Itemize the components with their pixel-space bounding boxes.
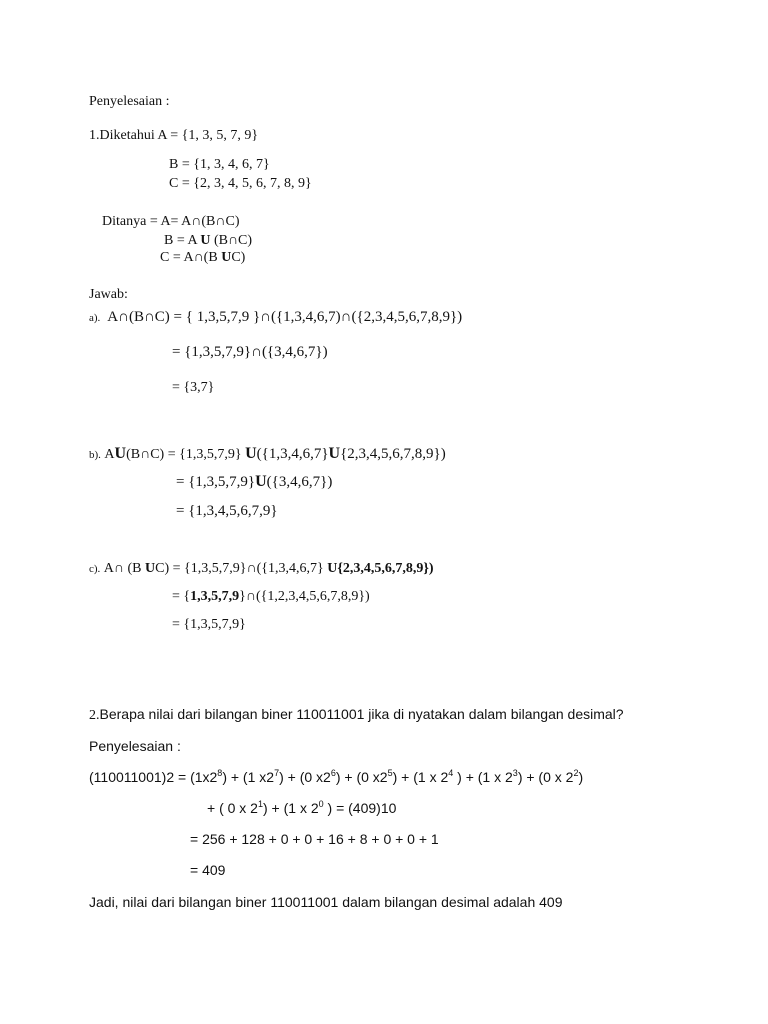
q2-sum-line: = 256 + 128 + 0 + 0 + 16 + 8 + 0 + 0 + 1 <box>190 831 439 847</box>
q2-heading: Penyelesaian : <box>89 738 181 754</box>
answer-c-line-3: = {1,3,5,7,9} <box>172 617 246 632</box>
diketahui-set-a: 1.Diketahui A = {1, 3, 5, 7, 9} <box>89 128 259 143</box>
q2-result-line: = 409 <box>190 862 226 878</box>
answer-c-line-2: = {1,3,5,7,9}∩({1,2,3,4,5,6,7,8,9}) <box>172 589 370 604</box>
jawab-label: Jawab: <box>89 287 128 302</box>
answer-b-line-1: b). AU(B∩C) = {1,3,5,7,9} U({1,3,4,6,7}U{2,3,4,5,6,7,8,9}) <box>89 445 446 462</box>
question-2: 2.Berapa nilai dari bilangan biner 110011001 jika di nyatakan dalam bilangan desimal? <box>89 706 624 723</box>
answer-b-label: b). <box>89 449 101 461</box>
answer-a-line-2: = {1,3,5,7,9}∩({3,4,6,7}) <box>172 344 328 360</box>
set-b: B = {1, 3, 4, 6, 7} <box>169 157 270 172</box>
ditanya-c: C = A∩(B UC) <box>160 250 246 265</box>
set-c: C = {2, 3, 4, 5, 6, 7, 8, 9} <box>169 176 312 191</box>
ditanya-b: B = A U (B∩C) <box>164 233 253 248</box>
answer-b-line-3: = {1,3,4,5,6,7,9} <box>176 503 278 519</box>
answer-a-line-3: = {3,7} <box>172 380 215 395</box>
heading-penyelesaian: Penyelesaian : <box>89 94 170 109</box>
ditanya-a: Ditanya = A= A∩(B∩C) <box>102 214 240 229</box>
q2-conclusion: Jadi, nilai dari bilangan biner 110011001 dalam bilangan desimal adalah 409 <box>89 894 563 910</box>
answer-c-line-1: c). A∩ (B UC) = {1,3,5,7,9}∩({1,3,4,6,7} U{2,3,4,5,6,7,8,9}) <box>89 561 434 576</box>
answer-b-line-2: = {1,3,5,7,9}U({3,4,6,7}) <box>176 473 333 490</box>
answer-a-line-1: a). A∩(B∩C) = { 1,3,5,7,9 }∩({1,3,4,6,7)∩({2,3,4,5,6,7,8,9}) <box>89 309 463 325</box>
answer-c-label: c). <box>89 563 101 575</box>
answer-a-label: a). <box>89 312 101 324</box>
q2-expansion-line-2: + ( 0 x $2^1) + (1$ x $2^0$ ) = (409)10 <box>207 799 397 816</box>
q2-expansion-line-1: $(110011001)2 = (1x2^8) + (1$ $x2^7) + (0$ $x2^6) + (0$ $x2^5) + (1$ x $2^4$ ) + (1 x $2^3) + (0$ x $2^2$) <box>89 768 584 785</box>
